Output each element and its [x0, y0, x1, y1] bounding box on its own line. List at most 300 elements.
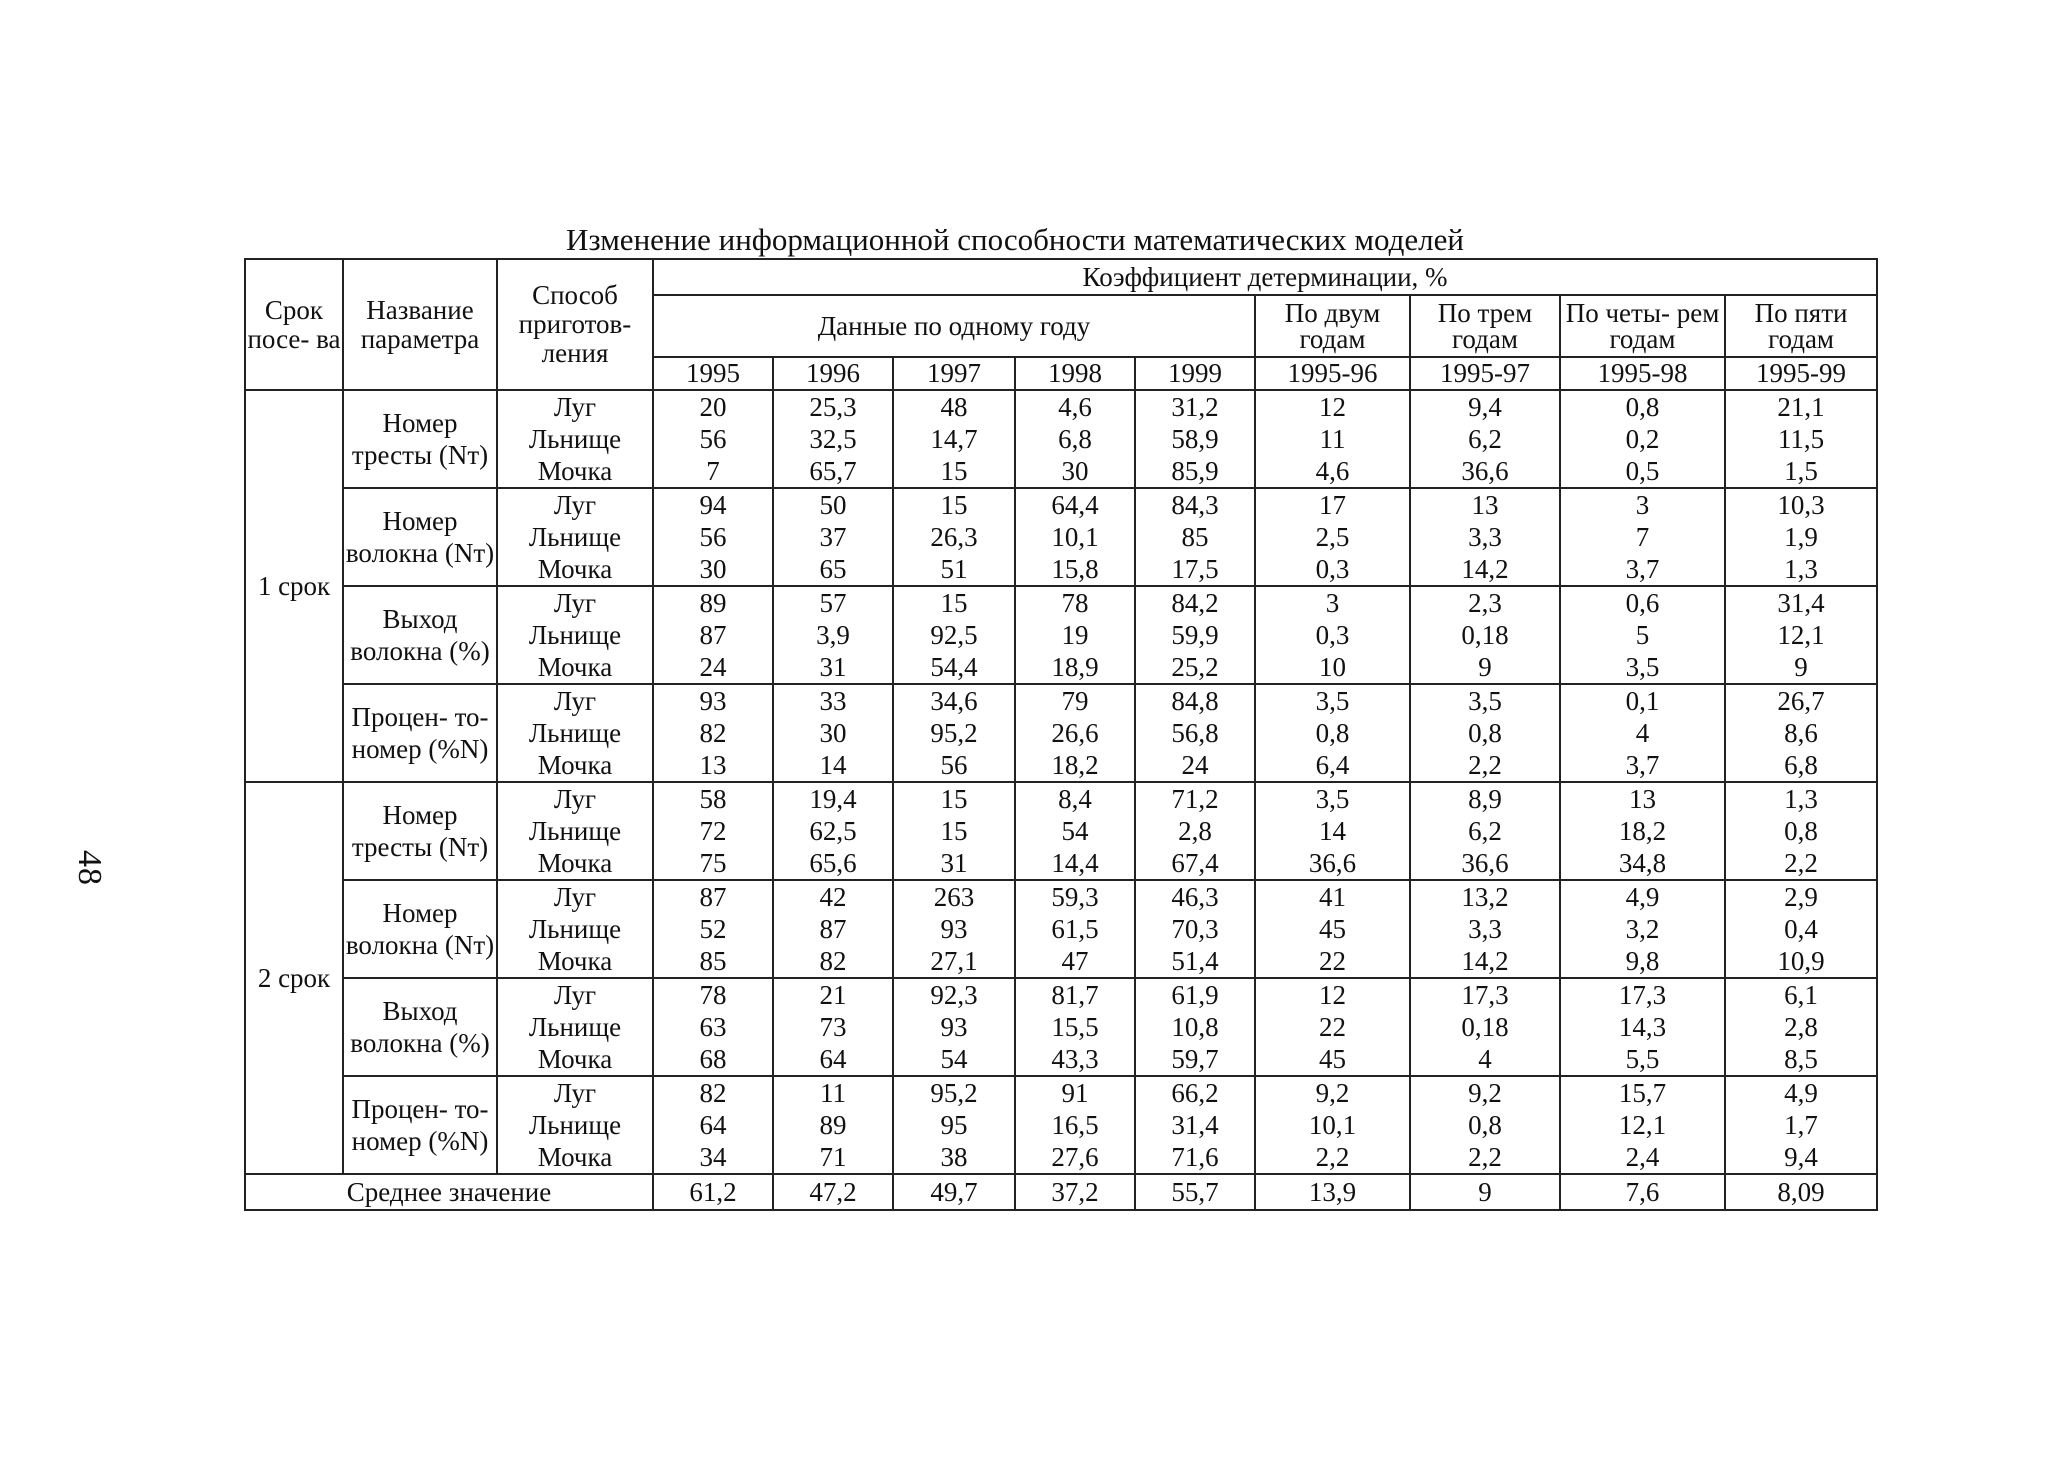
value-cell	[893, 488, 1015, 586]
value: 45	[1319, 914, 1346, 944]
value: 84,2	[1171, 588, 1219, 618]
year-header: 1997	[893, 357, 1015, 390]
value: 6,2	[1468, 424, 1502, 454]
table-row	[245, 978, 1877, 1076]
value: 43,3	[1051, 1044, 1099, 1074]
value: 9	[1794, 652, 1808, 682]
value: 0,8	[1468, 1110, 1502, 1140]
value-cell	[1410, 684, 1560, 782]
value: 6,1	[1784, 980, 1818, 1010]
value: 26,6	[1051, 718, 1099, 748]
value-cell	[893, 684, 1015, 782]
value: 58	[699, 784, 727, 814]
value: 21,1	[1777, 392, 1825, 422]
method-label: Луг	[553, 686, 597, 716]
value: 0,2	[1625, 424, 1660, 454]
value: 0,5	[1625, 456, 1660, 486]
value: 9,4	[1468, 392, 1502, 422]
value-cell	[893, 1076, 1015, 1174]
value: 10,1	[1308, 1110, 1357, 1140]
value-cell	[773, 880, 893, 978]
value: 2,5	[1315, 522, 1350, 552]
value: 46,3	[1171, 882, 1219, 912]
value: 25,2	[1171, 652, 1219, 682]
value: 78	[699, 980, 727, 1010]
value-cell	[773, 782, 893, 880]
table-row	[245, 684, 1877, 782]
value: 61,5	[1051, 914, 1099, 944]
value-cell	[1135, 390, 1255, 488]
value: 0,18	[1461, 1012, 1509, 1042]
value-cell	[1725, 880, 1877, 978]
method-cell	[497, 880, 653, 978]
value: 4	[1635, 718, 1650, 748]
average-value: 37,2	[1015, 1174, 1135, 1210]
value-cell	[1725, 1076, 1877, 1174]
value: 10,1	[1051, 522, 1099, 552]
method-label: Луг	[553, 784, 597, 814]
value: 20	[699, 392, 727, 422]
value-cell	[1135, 586, 1255, 684]
value-cell	[893, 782, 1015, 880]
value: 12,1	[1777, 620, 1825, 650]
value: 38	[940, 1142, 968, 1172]
parameter-name-cell: Процен- то-номер (%N)	[343, 1076, 497, 1174]
value: 0,3	[1315, 554, 1350, 584]
value: 84,8	[1171, 686, 1219, 716]
value-cell	[773, 1076, 893, 1174]
value-cell	[1255, 488, 1410, 586]
value-cell	[1410, 488, 1560, 586]
value: 16,5	[1051, 1110, 1099, 1140]
value: 64	[819, 1044, 847, 1074]
value-cell	[773, 684, 893, 782]
value: 4,9	[1625, 882, 1660, 912]
value: 0,3	[1315, 620, 1350, 650]
value-cell	[1015, 488, 1135, 586]
value: 19	[1061, 620, 1089, 650]
value: 11,5	[1777, 424, 1825, 454]
value: 9,2	[1315, 1078, 1350, 1108]
value: 12	[1319, 980, 1346, 1010]
value: 87	[699, 882, 727, 912]
value: 31	[819, 652, 847, 682]
value: 24	[1181, 750, 1209, 780]
value: 2,3	[1468, 588, 1502, 618]
value-cell	[1560, 488, 1725, 586]
value: 7	[706, 456, 720, 486]
value: 31,2	[1171, 392, 1219, 422]
value: 15	[940, 784, 968, 814]
value: 59,9	[1171, 620, 1219, 650]
method-label: Мочка	[537, 1044, 613, 1074]
value: 4,9	[1784, 1078, 1818, 1108]
value: 34	[699, 1142, 727, 1172]
value: 3,5	[1315, 686, 1350, 716]
value: 13,2	[1461, 882, 1509, 912]
value: 48	[940, 392, 968, 422]
method-cell	[497, 978, 653, 1076]
value: 3,5	[1315, 784, 1350, 814]
value: 72	[699, 816, 727, 846]
value-cell	[893, 978, 1015, 1076]
value: 93	[940, 914, 968, 944]
value: 95,2	[930, 718, 978, 748]
value: 93	[940, 1012, 968, 1042]
value: 3,2	[1625, 914, 1660, 944]
value: 24	[699, 652, 727, 682]
value: 42	[819, 882, 847, 912]
value: 3,3	[1468, 914, 1502, 944]
value: 3,7	[1625, 554, 1660, 584]
header-term: Срок посе- ва	[245, 259, 343, 390]
value: 14,4	[1051, 848, 1099, 878]
header-five-years: По пяти годам	[1725, 295, 1877, 357]
determination-coefficient-table	[244, 258, 1878, 1211]
value: 17	[1319, 490, 1346, 520]
value: 34,6	[930, 686, 978, 716]
value: 15	[940, 490, 968, 520]
value-cell	[653, 782, 773, 880]
value: 56,8	[1171, 718, 1219, 748]
value: 6,4	[1315, 750, 1350, 780]
value: 8,9	[1468, 784, 1502, 814]
value: 87	[819, 914, 847, 944]
value: 2,8	[1178, 816, 1212, 846]
value: 61,9	[1171, 980, 1219, 1010]
value-cell	[653, 880, 773, 978]
value: 82	[699, 1078, 727, 1108]
value-cell	[1135, 1076, 1255, 1174]
parameter-name-cell: Номер волокна (Nт)	[343, 488, 497, 586]
value: 30	[819, 718, 847, 748]
average-value: 55,7	[1135, 1174, 1255, 1210]
average-value: 8,09	[1725, 1174, 1877, 1210]
value: 89	[699, 588, 727, 618]
value-cell	[1015, 586, 1135, 684]
value: 21	[819, 980, 847, 1010]
value: 30	[1061, 456, 1089, 486]
value: 0,18	[1461, 620, 1509, 650]
value: 3,7	[1625, 750, 1660, 780]
value: 18,2	[1618, 816, 1667, 846]
year-header: 1999	[1135, 357, 1255, 390]
value-cell	[1410, 586, 1560, 684]
value: 85	[699, 946, 727, 976]
value-cell	[1015, 1076, 1135, 1174]
value: 59,3	[1051, 882, 1099, 912]
value-cell	[1255, 1076, 1410, 1174]
value: 19,4	[809, 784, 857, 814]
value: 71,6	[1171, 1142, 1219, 1172]
value-cell	[773, 978, 893, 1076]
value: 0,1	[1625, 686, 1660, 716]
method-cell	[497, 1076, 653, 1174]
table-row	[245, 1076, 1877, 1174]
average-value: 49,7	[893, 1174, 1015, 1210]
value-cell	[1560, 978, 1725, 1076]
value-cell	[893, 586, 1015, 684]
value: 27,6	[1051, 1142, 1099, 1172]
value-cell	[653, 586, 773, 684]
value: 78	[1061, 588, 1089, 618]
value: 8,6	[1784, 718, 1818, 748]
value-cell	[653, 1076, 773, 1174]
sowing-term-cell: 1 срок	[245, 390, 343, 782]
value-cell	[1015, 390, 1135, 488]
method-cell	[497, 586, 653, 684]
sowing-term-cell: 2 срок	[245, 782, 343, 1174]
value: 22	[1319, 946, 1346, 976]
parameter-name-cell: Номер тресты (Nт)	[343, 782, 497, 880]
method-label: Льнище	[528, 620, 622, 650]
value: 25,3	[809, 392, 857, 422]
value-cell	[1560, 684, 1725, 782]
method-label: Мочка	[537, 750, 613, 780]
value: 0,8	[1468, 718, 1502, 748]
header-two-years: По двум годам	[1255, 295, 1410, 357]
value: 30	[699, 554, 727, 584]
value-cell	[653, 390, 773, 488]
value: 0,4	[1784, 914, 1818, 944]
average-value: 13,9	[1255, 1174, 1410, 1210]
value-cell	[1135, 978, 1255, 1076]
value-cell	[653, 488, 773, 586]
value: 63	[699, 1012, 727, 1042]
value: 36,6	[1461, 456, 1509, 486]
value: 4	[1478, 1044, 1492, 1074]
value-cell	[1410, 978, 1560, 1076]
value-cell	[893, 390, 1015, 488]
value-cell	[1015, 880, 1135, 978]
value: 59,7	[1171, 1044, 1219, 1074]
method-label: Луг	[553, 1078, 597, 1108]
method-cell	[497, 684, 653, 782]
value: 13	[699, 750, 727, 780]
value: 67,4	[1171, 848, 1219, 878]
value: 79	[1061, 686, 1089, 716]
value-cell	[1560, 1076, 1725, 1174]
value: 5,5	[1625, 1044, 1660, 1074]
value: 15,7	[1618, 1078, 1667, 1108]
value: 26,3	[930, 522, 978, 552]
value: 14,2	[1461, 946, 1509, 976]
method-label: Луг	[553, 392, 597, 422]
year-header: 1995-96	[1255, 357, 1410, 390]
value: 56	[699, 522, 727, 552]
average-value: 7,6	[1560, 1174, 1725, 1210]
method-label: Льнище	[528, 1110, 622, 1140]
value: 2,9	[1784, 882, 1818, 912]
value: 26,7	[1777, 686, 1825, 716]
page-number: 48	[71, 850, 108, 886]
value: 9,8	[1625, 946, 1660, 976]
value: 17,3	[1461, 980, 1509, 1010]
value: 3,5	[1468, 686, 1502, 716]
method-label: Луг	[553, 588, 597, 618]
value-cell	[1255, 390, 1410, 488]
value: 54,4	[930, 652, 978, 682]
value-cell	[1560, 586, 1725, 684]
value: 22	[1319, 1012, 1346, 1042]
value: 81,7	[1051, 980, 1099, 1010]
value: 12	[1319, 392, 1346, 422]
value: 27,1	[930, 946, 978, 976]
value: 9,2	[1468, 1078, 1502, 1108]
table-row	[245, 488, 1877, 586]
value: 8,4	[1058, 784, 1092, 814]
value: 2,2	[1315, 1142, 1350, 1172]
value-cell	[1135, 782, 1255, 880]
value: 1,5	[1784, 456, 1818, 486]
header-four-years: По четы- рем годам	[1560, 295, 1725, 357]
value-cell	[1135, 488, 1255, 586]
value: 10,3	[1777, 490, 1825, 520]
value-cell	[1410, 1076, 1560, 1174]
value: 89	[819, 1110, 847, 1140]
value: 3,5	[1625, 652, 1660, 682]
value-cell	[653, 684, 773, 782]
value: 31,4	[1777, 588, 1825, 618]
table-row	[245, 586, 1877, 684]
method-cell	[497, 488, 653, 586]
value: 6,8	[1058, 424, 1092, 454]
method-label: Мочка	[537, 1142, 613, 1172]
method-label: Луг	[553, 980, 597, 1010]
value-cell	[1015, 684, 1135, 782]
value-cell	[653, 978, 773, 1076]
value: 1,7	[1784, 1110, 1818, 1140]
value: 8,5	[1784, 1044, 1818, 1074]
value: 11	[1319, 424, 1346, 454]
value: 3	[1635, 490, 1650, 520]
value: 9	[1478, 652, 1492, 682]
value: 14,3	[1618, 1012, 1667, 1042]
table-row	[245, 880, 1877, 978]
value-cell	[1255, 586, 1410, 684]
value: 54	[1061, 816, 1089, 846]
value-cell	[1255, 684, 1410, 782]
value: 31	[940, 848, 968, 878]
value: 3	[1325, 588, 1340, 618]
value: 14	[1319, 816, 1346, 846]
value-cell	[1410, 880, 1560, 978]
value: 1,3	[1784, 784, 1818, 814]
value-cell	[893, 880, 1015, 978]
value-cell	[1255, 978, 1410, 1076]
year-header: 1995-99	[1725, 357, 1877, 390]
method-label: Мочка	[537, 848, 613, 878]
value: 68	[699, 1044, 727, 1074]
value-cell	[1725, 390, 1877, 488]
value-cell	[1725, 978, 1877, 1076]
parameter-name-cell: Процен- то-номер (%N)	[343, 684, 497, 782]
value: 84,3	[1171, 490, 1219, 520]
value: 92,5	[930, 620, 978, 650]
value: 62,5	[809, 816, 857, 846]
value: 41	[1319, 882, 1346, 912]
value-cell	[773, 390, 893, 488]
method-cell	[497, 390, 653, 488]
value: 65,6	[809, 848, 857, 878]
value: 71,2	[1171, 784, 1219, 814]
value: 10,9	[1777, 946, 1825, 976]
value: 82	[819, 946, 847, 976]
value: 3,9	[816, 620, 850, 650]
average-label: Среднее значение	[245, 1174, 653, 1210]
value: 85	[1181, 522, 1209, 552]
value-cell	[1410, 390, 1560, 488]
value: 92,3	[930, 980, 978, 1010]
value: 0,8	[1315, 718, 1350, 748]
table-row	[245, 390, 1877, 488]
value: 2,2	[1468, 750, 1502, 780]
value: 33	[819, 686, 847, 716]
value: 6,2	[1468, 816, 1502, 846]
value-cell	[1725, 782, 1877, 880]
average-value: 61,2	[653, 1174, 773, 1210]
method-label: Льнище	[528, 816, 622, 846]
value: 13	[1629, 784, 1656, 814]
value: 94	[699, 490, 727, 520]
value-cell	[1560, 782, 1725, 880]
method-label: Мочка	[537, 652, 613, 682]
value: 37	[819, 522, 847, 552]
value-cell	[1135, 880, 1255, 978]
parameter-name-cell: Выход волокна (%)	[343, 978, 497, 1076]
value: 15	[940, 456, 968, 486]
value: 12,1	[1618, 1110, 1667, 1140]
value: 1,9	[1784, 522, 1818, 552]
value: 36,6	[1308, 848, 1357, 878]
value: 4,6	[1058, 392, 1092, 422]
value: 0,8	[1625, 392, 1660, 422]
value: 3,3	[1468, 522, 1502, 552]
value: 64	[699, 1110, 727, 1140]
value: 56	[699, 424, 727, 454]
value: 18,2	[1051, 750, 1099, 780]
method-label: Льнище	[528, 1012, 622, 1042]
value: 9,4	[1784, 1142, 1818, 1172]
value-cell	[1135, 684, 1255, 782]
value-cell	[1725, 684, 1877, 782]
value: 11	[820, 1078, 846, 1108]
value: 65	[819, 554, 847, 584]
value: 15,8	[1051, 554, 1099, 584]
value: 6,8	[1784, 750, 1818, 780]
value-cell	[1725, 488, 1877, 586]
table-row	[245, 782, 1877, 880]
parameter-name-cell: Выход волокна (%)	[343, 586, 497, 684]
value: 36,6	[1461, 848, 1509, 878]
value: 15,5	[1051, 1012, 1099, 1042]
value: 4,6	[1315, 456, 1350, 486]
value: 1,3	[1784, 554, 1818, 584]
value: 14,2	[1461, 554, 1509, 584]
value: 2,8	[1784, 1012, 1818, 1042]
method-label: Мочка	[537, 946, 613, 976]
value-cell	[1725, 586, 1877, 684]
value: 0,6	[1625, 588, 1660, 618]
method-label: Мочка	[537, 456, 613, 486]
header-param: Название параметра	[343, 259, 497, 390]
value: 2,4	[1625, 1142, 1660, 1172]
value: 91	[1061, 1078, 1089, 1108]
header-method: Способ приготов- ления	[497, 259, 653, 390]
header-coefficient: Коэффициент детерминации, %	[653, 259, 1877, 295]
value: 56	[940, 750, 968, 780]
value: 14,7	[930, 424, 978, 454]
